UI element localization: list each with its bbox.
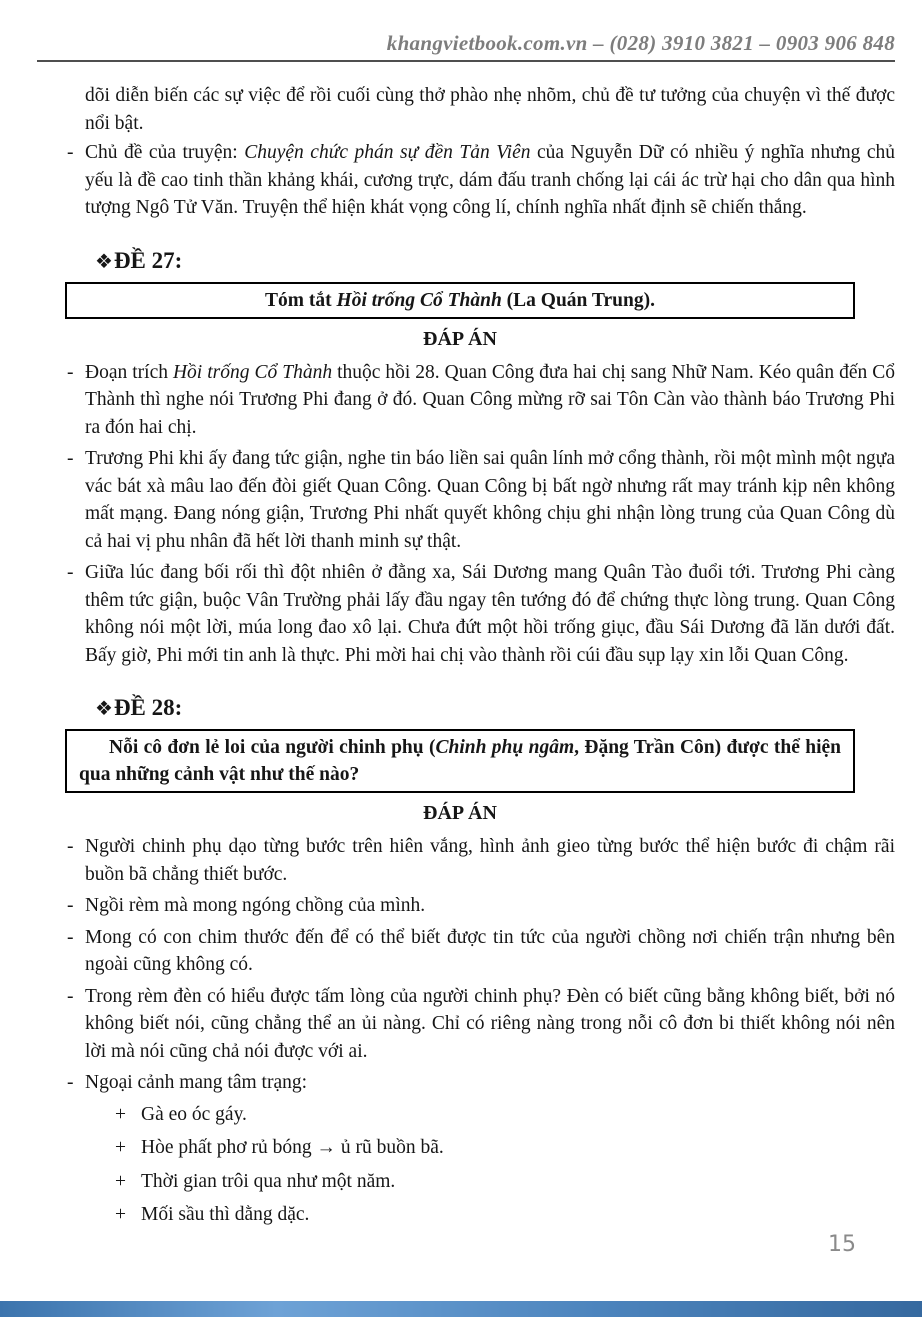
dash-marker: - [67,836,74,857]
sub-list-item [115,1101,895,1129]
list-item-text: Ngoại cảnh mang tâm trạng: [85,1072,308,1093]
list-item [67,1069,895,1097]
section-heading-de27 [95,246,895,276]
page-content [0,62,922,1229]
bottom-accent-bar [0,1301,922,1317]
page-number: 15 [828,1232,856,1257]
intro-bullet-list [67,139,895,222]
plus-marker: + [115,1137,126,1158]
section-heading-label: ĐỀ 27: [113,247,183,273]
sub-list-item [115,1168,895,1196]
list-item-text: Người chinh phụ dạo từng bước trên hiên vắng, hình ảnh gieo từng bước thể hiện bước đi chậm rãi buồn bã chẳng thiết bước. [85,836,895,885]
plus-marker: + [115,1103,126,1125]
dash-marker: - [67,562,74,583]
question-text: Tóm tắt Hồi trống Cổ Thành (La Quán Trung). [265,289,655,311]
list-item [67,445,895,555]
answer-list-de28 [67,833,895,1097]
plus-marker: + [115,1170,126,1192]
list-item [67,139,895,222]
sub-bullet-list [115,1101,895,1229]
list-item [67,924,895,979]
question-text: Nỗi cô đơn lẻ loi của người chinh phụ (Chinh phụ ngâm, Đặng Trần Côn) được thể hiện qua những cảnh vật như thế nào? [79,737,841,785]
section-heading-de28 [95,693,895,723]
answer-label-de27: ĐÁP ÁN [423,327,497,350]
header-contact-line: khangvietbook.com.vn – (028) 3910 3821 – 0903 906 848 [386,31,895,55]
paragraph-continuation: dõi diễn biến các sự việc để rồi cuối cùng thở phào nhẹ nhõm, chủ đề tư tưởng của chuyện vì thế được nổi bật. [85,85,895,134]
list-item-text: Mong có con chim thước đến để có thể biết được tin tức của người chồng nơi chiến trận nhưng bên ngoài cũng không có. [85,926,895,975]
sub-list-item-text: Thời gian trôi qua như một năm. [141,1170,396,1192]
dash-marker: - [67,361,74,383]
dash-marker: - [67,1072,74,1093]
diamond-icon: ❖ [95,696,113,720]
sub-list-item-text: Gà eo óc gáy. [141,1103,247,1125]
list-item [67,359,895,442]
answer-label-de28: ĐÁP ÁN [423,802,497,824]
plus-marker: + [115,1204,126,1225]
dash-marker: - [67,895,74,916]
dash-marker: - [67,985,74,1007]
list-item-text: Ngồi rèm mà mong ngóng chồng của mình. [85,895,426,916]
dash-marker: - [67,926,74,948]
sub-list-item-text: Mối sầu thì dằng dặc. [141,1204,310,1225]
sub-list-item-text: Hòe phất phơ rủ bóng → ủ rũ buồn bã. [141,1137,444,1158]
dash-marker: - [67,142,74,163]
list-item-text: Chủ đề của truyện: Chuyện chức phán sự đền Tản Viên của Nguyễn Dữ có nhiều ý nghĩa nhưng chủ yếu là đề cao tinh thần khảng khái, cương trực, dám đấu tranh chống lại cái ác trừ hại cho dân qua hình tượng Ngô Tử Văn. Truyện thể hiện khát vọng công lí, chính nghĩa nhất định sẽ chiến thắng. [85,142,895,218]
list-item-text: Giữa lúc đang bối rối thì đột nhiên ở đằng xa, Sái Dương mang Quân Tào đuổi tới. Trương Phi càng thêm tức giận, buộc Vân Trường phải lấy đầu ngay tên tướng đó để chứng thực lòng trung. Quan Công không nói một lời, múa long đao xô lại. Chưa đứt một hồi trống giục, đầu Sái Dương đã lăn dưới đất. Bấy giờ, Phi mới tin anh là thực. Phi mời hai chị vào thành rồi cúi đầu sụp lạy xin lỗi Quan Công. [85,562,895,666]
list-item [67,559,895,669]
sub-list-item [115,1201,895,1229]
list-item-text: Đoạn trích Hồi trống Cổ Thành thuộc hồi 28. Quan Công đưa hai chị sang Nhữ Nam. Kéo quân đến Cổ Thành thì nghe nói Trương Phi đang ở đó. Quan Công mừng rỡ sai Tôn Càn vào thành báo Trương Phi ra đón hai chị. [85,361,895,438]
list-item-text: Trương Phi khi ấy đang tức giận, nghe tin báo liền sai quân lính mở cổng thành, rồi một mình một ngựa vác bát xà mâu lao đến đòi giết Quan Công. Quan Công bị bất ngờ nhưng rất may tránh kịp nên không mất mạng. Đang nóng giận, Trương Phi nhất quyết không chịu ghi nhận lòng trung của Quan Công dù cả hai vị phu nhân đã hết lời thanh minh sự thật. [85,448,895,552]
list-item [67,892,895,920]
list-item [67,833,895,888]
list-item-text: Trong rèm đèn có hiểu được tấm lòng của người chinh phụ? Đèn có biết cũng bằng không biết, bởi nó không biết nói, cũng chẳng thể an ủi nàng. Chỉ có riêng nàng trong nỗi cô đơn bi thiết không nói nên lời mà nói cũng chả nói được với ai. [85,985,895,1062]
sub-list-item [115,1134,895,1162]
diamond-icon: ❖ [95,248,113,273]
list-item [67,983,895,1066]
dash-marker: - [67,448,74,469]
section-heading-label: ĐỀ 28: [113,695,183,720]
question-box-de27 [65,282,855,319]
answer-list-de27 [67,359,895,670]
question-box-de28 [65,729,855,793]
